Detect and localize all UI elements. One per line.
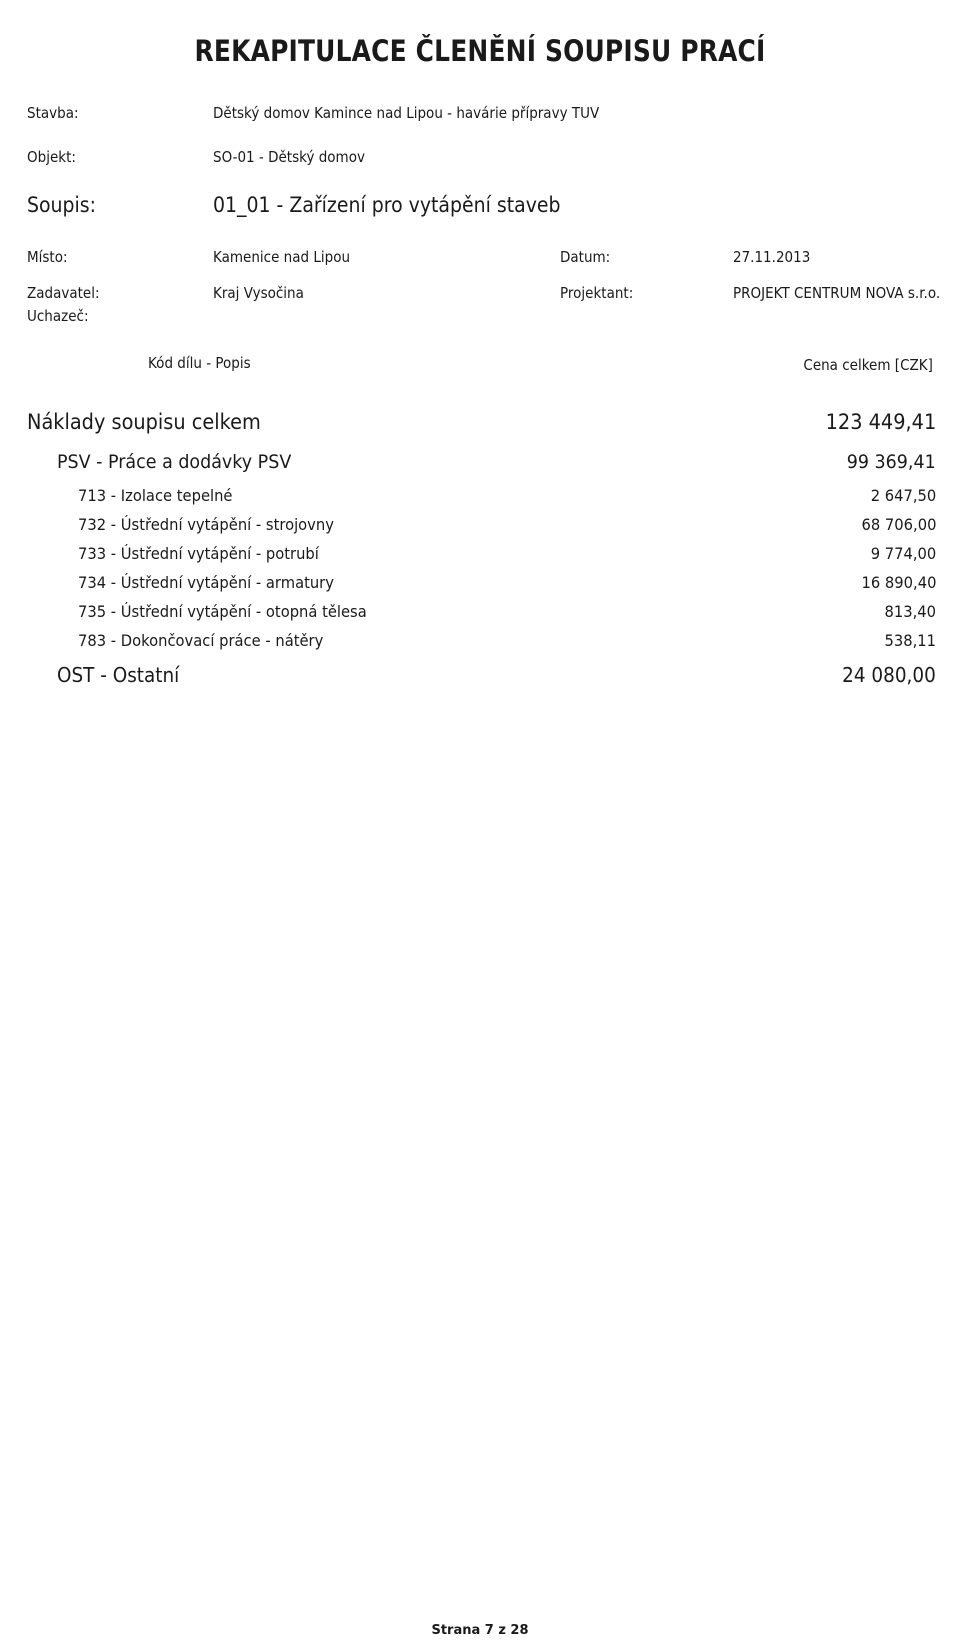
zadavatel-label: Zadavatel: <box>27 284 100 302</box>
psv-label: PSV - Práce a dodávky PSV <box>57 451 292 473</box>
psv-value: 99 369,41 <box>847 451 936 473</box>
stavba-label: Stavba: <box>27 104 79 122</box>
column-header-code: Kód dílu - Popis <box>148 354 251 372</box>
list-item-713-label: 713 - Izolace tepelné <box>78 486 233 505</box>
datum-label: Datum: <box>560 248 611 266</box>
page-title: REKAPITULACE ČLENĚNÍ SOUPISU PRACÍ <box>194 34 766 68</box>
projektant-value: PROJEKT CENTRUM NOVA s.r.o. <box>733 284 941 302</box>
list-item-713-value: 2 647,50 <box>870 486 936 505</box>
column-header-price: Cena celkem [CZK] <box>803 356 933 374</box>
stavba-value: Dětský domov Kamince nad Lipou - havárie přípravy TUV <box>213 104 600 122</box>
list-item-732-label: 732 - Ústřední vytápění - strojovny <box>78 515 334 534</box>
list-item-733-value: 9 774,00 <box>870 544 936 563</box>
objekt-value: SO-01 - Dětský domov <box>213 148 365 166</box>
objekt-label: Objekt: <box>27 148 76 166</box>
projektant-label: Projektant: <box>560 284 634 302</box>
misto-label: Místo: <box>27 248 68 266</box>
list-item-734-label: 734 - Ústřední vytápění - armatury <box>78 573 334 592</box>
page-number: Strana 7 z 28 <box>431 1623 529 1638</box>
soupis-value: 01_01 - Zařízení pro vytápění staveb <box>213 193 561 217</box>
list-item-735-value: 813,40 <box>884 602 936 621</box>
list-item-735-label: 735 - Ústřední vytápění - otopná tělesa <box>78 602 367 621</box>
soupis-label: Soupis: <box>27 193 97 217</box>
list-item-783-label: 783 - Dokončovací práce - nátěry <box>78 631 324 650</box>
total-value: 123 449,41 <box>825 410 936 434</box>
ost-value: 24 080,00 <box>842 663 936 687</box>
list-item-734-value: 16 890,40 <box>861 573 936 592</box>
uchazec-label: Uchazeč: <box>27 307 89 325</box>
total-label: Náklady soupisu celkem <box>27 410 261 434</box>
list-item-783-value: 538,11 <box>884 631 936 650</box>
misto-value: Kamenice nad Lipou <box>213 248 351 266</box>
list-item-733-label: 733 - Ústřední vytápění - potrubí <box>78 544 319 563</box>
datum-value: 27.11.2013 <box>733 248 811 266</box>
ost-label: OST - Ostatní <box>57 663 180 687</box>
zadavatel-value: Kraj Vysočina <box>213 284 304 302</box>
list-item-732-value: 68 706,00 <box>861 515 936 534</box>
